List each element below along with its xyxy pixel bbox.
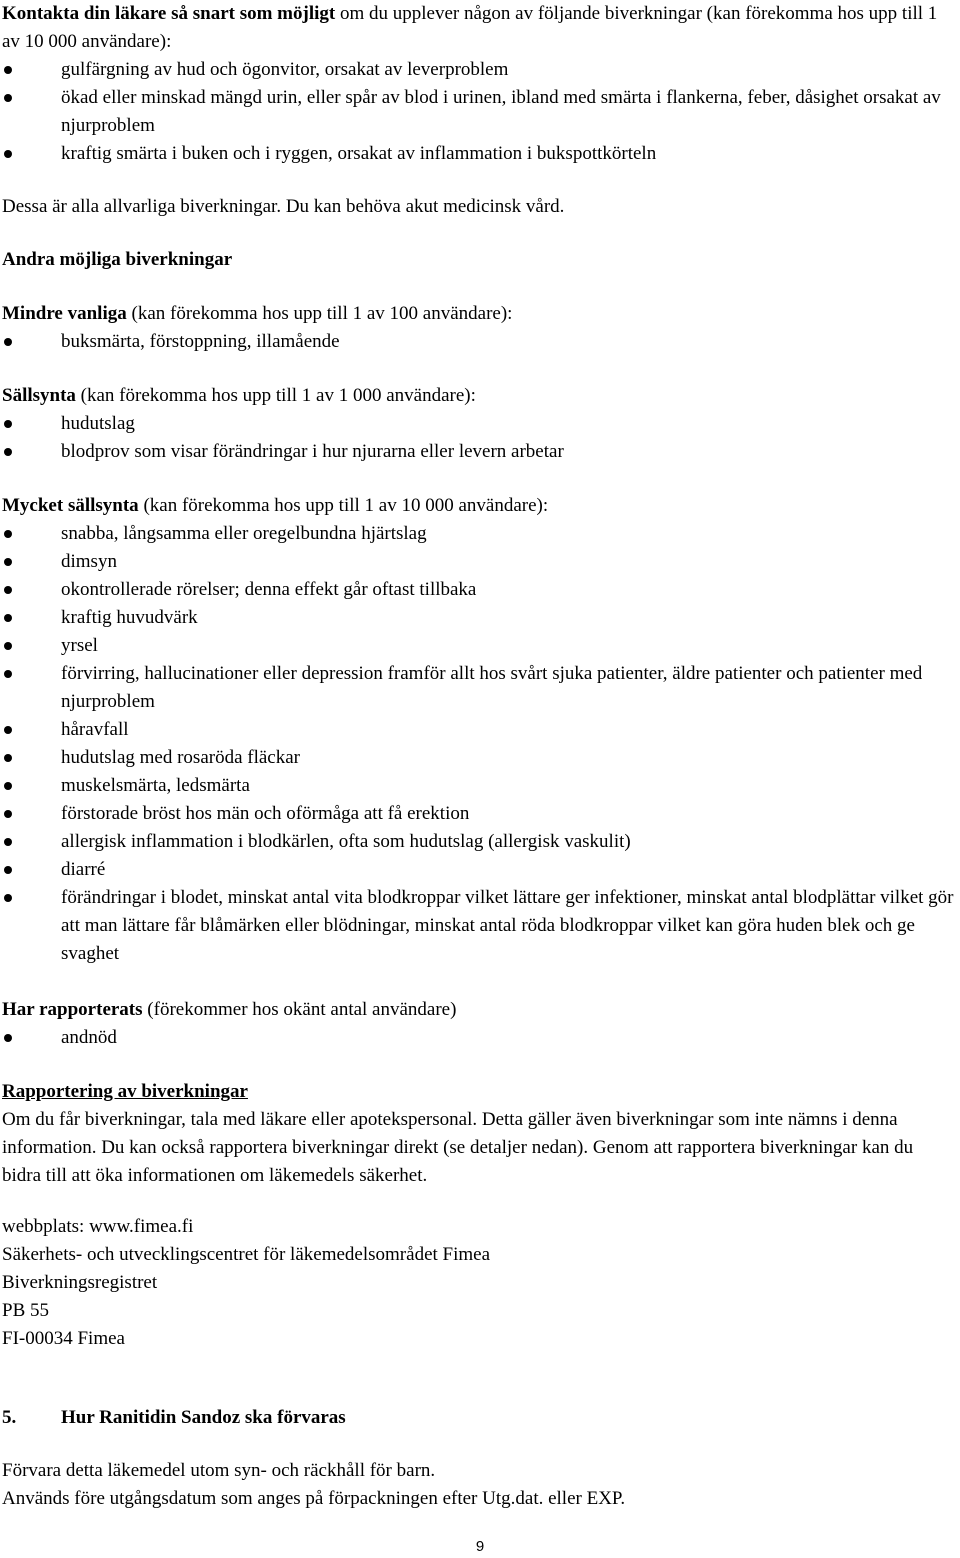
list-item: okontrollerade rörelser; denna effekt går oftast tillbaka: [2, 576, 956, 604]
list-item: andnöd: [2, 1024, 956, 1052]
contact-intro: [2, 0, 956, 56]
page-number: 9: [475, 1538, 485, 1555]
list-item: håravfall: [2, 716, 956, 744]
section5-title: Hur Ranitidin Sandoz ska förvaras: [61, 1407, 346, 1428]
po-box: PB 55: [2, 1300, 49, 1321]
list-item: förändringar i blodet, minskat antal vita blodkroppar vilket lättare ger infektioner, minskat antal blodplättar vilket gör att man lättare får blåmärken eller blödningar, minskat antal röda blodkroppar vilket kan göra huden blek och ge svaghet: [2, 884, 956, 968]
contact-list: [2, 56, 956, 168]
registry-name: Biverkningsregistret: [2, 1272, 158, 1293]
very-rare-freq: (kan förekomma hos upp till 1 av 10 000 användare):: [138, 495, 549, 516]
postcode: FI-00034 Fimea: [2, 1328, 125, 1349]
list-item: hudutslag: [2, 410, 956, 438]
other-heading: Andra möjliga biverkningar: [2, 249, 233, 270]
list-item: diarré: [2, 856, 956, 884]
list-item: buksmärta, förstoppning, illamående: [2, 328, 956, 356]
list-item: hudutslag med rosaröda fläckar: [2, 744, 956, 772]
list-item: kraftig huvudvärk: [2, 604, 956, 632]
address-block: [2, 1213, 956, 1353]
list-item: kraftig smärta i buken och i ryggen, orsakat av inflammation i bukspottkörteln: [2, 140, 956, 168]
uncommon-section: [2, 300, 956, 356]
serious-note: Dessa är alla allvarliga biverkningar. Du kan behöva akut medicinsk vård.: [2, 196, 565, 217]
reported-label: Har rapporterats: [2, 999, 143, 1020]
reporting-heading: Rapportering av biverkningar: [2, 1081, 248, 1102]
list-item: dimsyn: [2, 548, 956, 576]
list-item: gulfärgning av hud och ögonvitor, orsakat av leverproblem: [2, 56, 956, 84]
rare-freq: (kan förekomma hos upp till 1 av 1 000 användare):: [75, 385, 476, 406]
section5-number: 5.: [2, 1407, 17, 1428]
rare-label: Sällsynta: [2, 385, 76, 406]
very-rare-label: Mycket sällsynta: [2, 495, 139, 516]
website-text: webbplats: www.fimea.fi: [2, 1216, 194, 1237]
list-item: förstorade bröst hos män och oförmåga att få erektion: [2, 800, 956, 828]
reported-section: [2, 996, 956, 1052]
section5-body: [2, 1457, 956, 1513]
org-name: Säkerhets- och utvecklingscentret för läkemedelsområdet Fimea: [2, 1244, 491, 1265]
list-item: blodprov som visar förändringar i hur njurarna eller levern arbetar: [2, 438, 956, 466]
contact-section: [2, 0, 956, 168]
list-item: ökad eller minskad mängd urin, eller spår av blod i urinen, ibland med smärta i flankerna, feber, dåsighet orsakat av njurproblem: [2, 84, 956, 140]
list-item: allergisk inflammation i blodkärlen, ofta som hudutslag (allergisk vaskulit): [2, 828, 956, 856]
uncommon-freq: (kan förekomma hos upp till 1 av 100 användare):: [126, 303, 513, 324]
very-rare-section: [2, 492, 956, 968]
list-item: förvirring, hallucinationer eller depression framför allt hos svårt sjuka patienter, äldre patienter och patienter med njurproblem: [2, 660, 956, 716]
section5-line1: Förvara detta läkemedel utom syn- och räckhåll för barn.: [2, 1460, 436, 1481]
section5-heading: [2, 1404, 956, 1432]
contact-heading: Kontakta din läkare så snart som möjligt: [2, 3, 336, 24]
section5-line2: Används före utgångsdatum som anges på förpackningen efter Utg.dat. eller EXP.: [2, 1488, 626, 1509]
list-item: snabba, långsamma eller oregelbundna hjärtslag: [2, 520, 956, 548]
reporting-section: [2, 1078, 956, 1190]
uncommon-label: Mindre vanliga: [2, 303, 127, 324]
contact-intro-text: om du upplever någon av följande biverkningar (kan förekomma hos upp till 1 av 10 000 användare):: [2, 3, 938, 52]
reporting-text: Om du får biverkningar, tala med läkare eller apotekspersonal. Detta gäller även biverkningar som inte nämns i denna information. Du kan också rapportera biverkningar direkt (se detaljer nedan). Genom att rapportera biverkningar kan du bidra till att öka informationen om läkemedels säkerhet.: [2, 1109, 914, 1186]
list-item: yrsel: [2, 632, 956, 660]
reported-freq: (förekommer hos okänt antal användare): [142, 999, 457, 1020]
rare-section: [2, 382, 956, 466]
list-item: muskelsmärta, ledsmärta: [2, 772, 956, 800]
